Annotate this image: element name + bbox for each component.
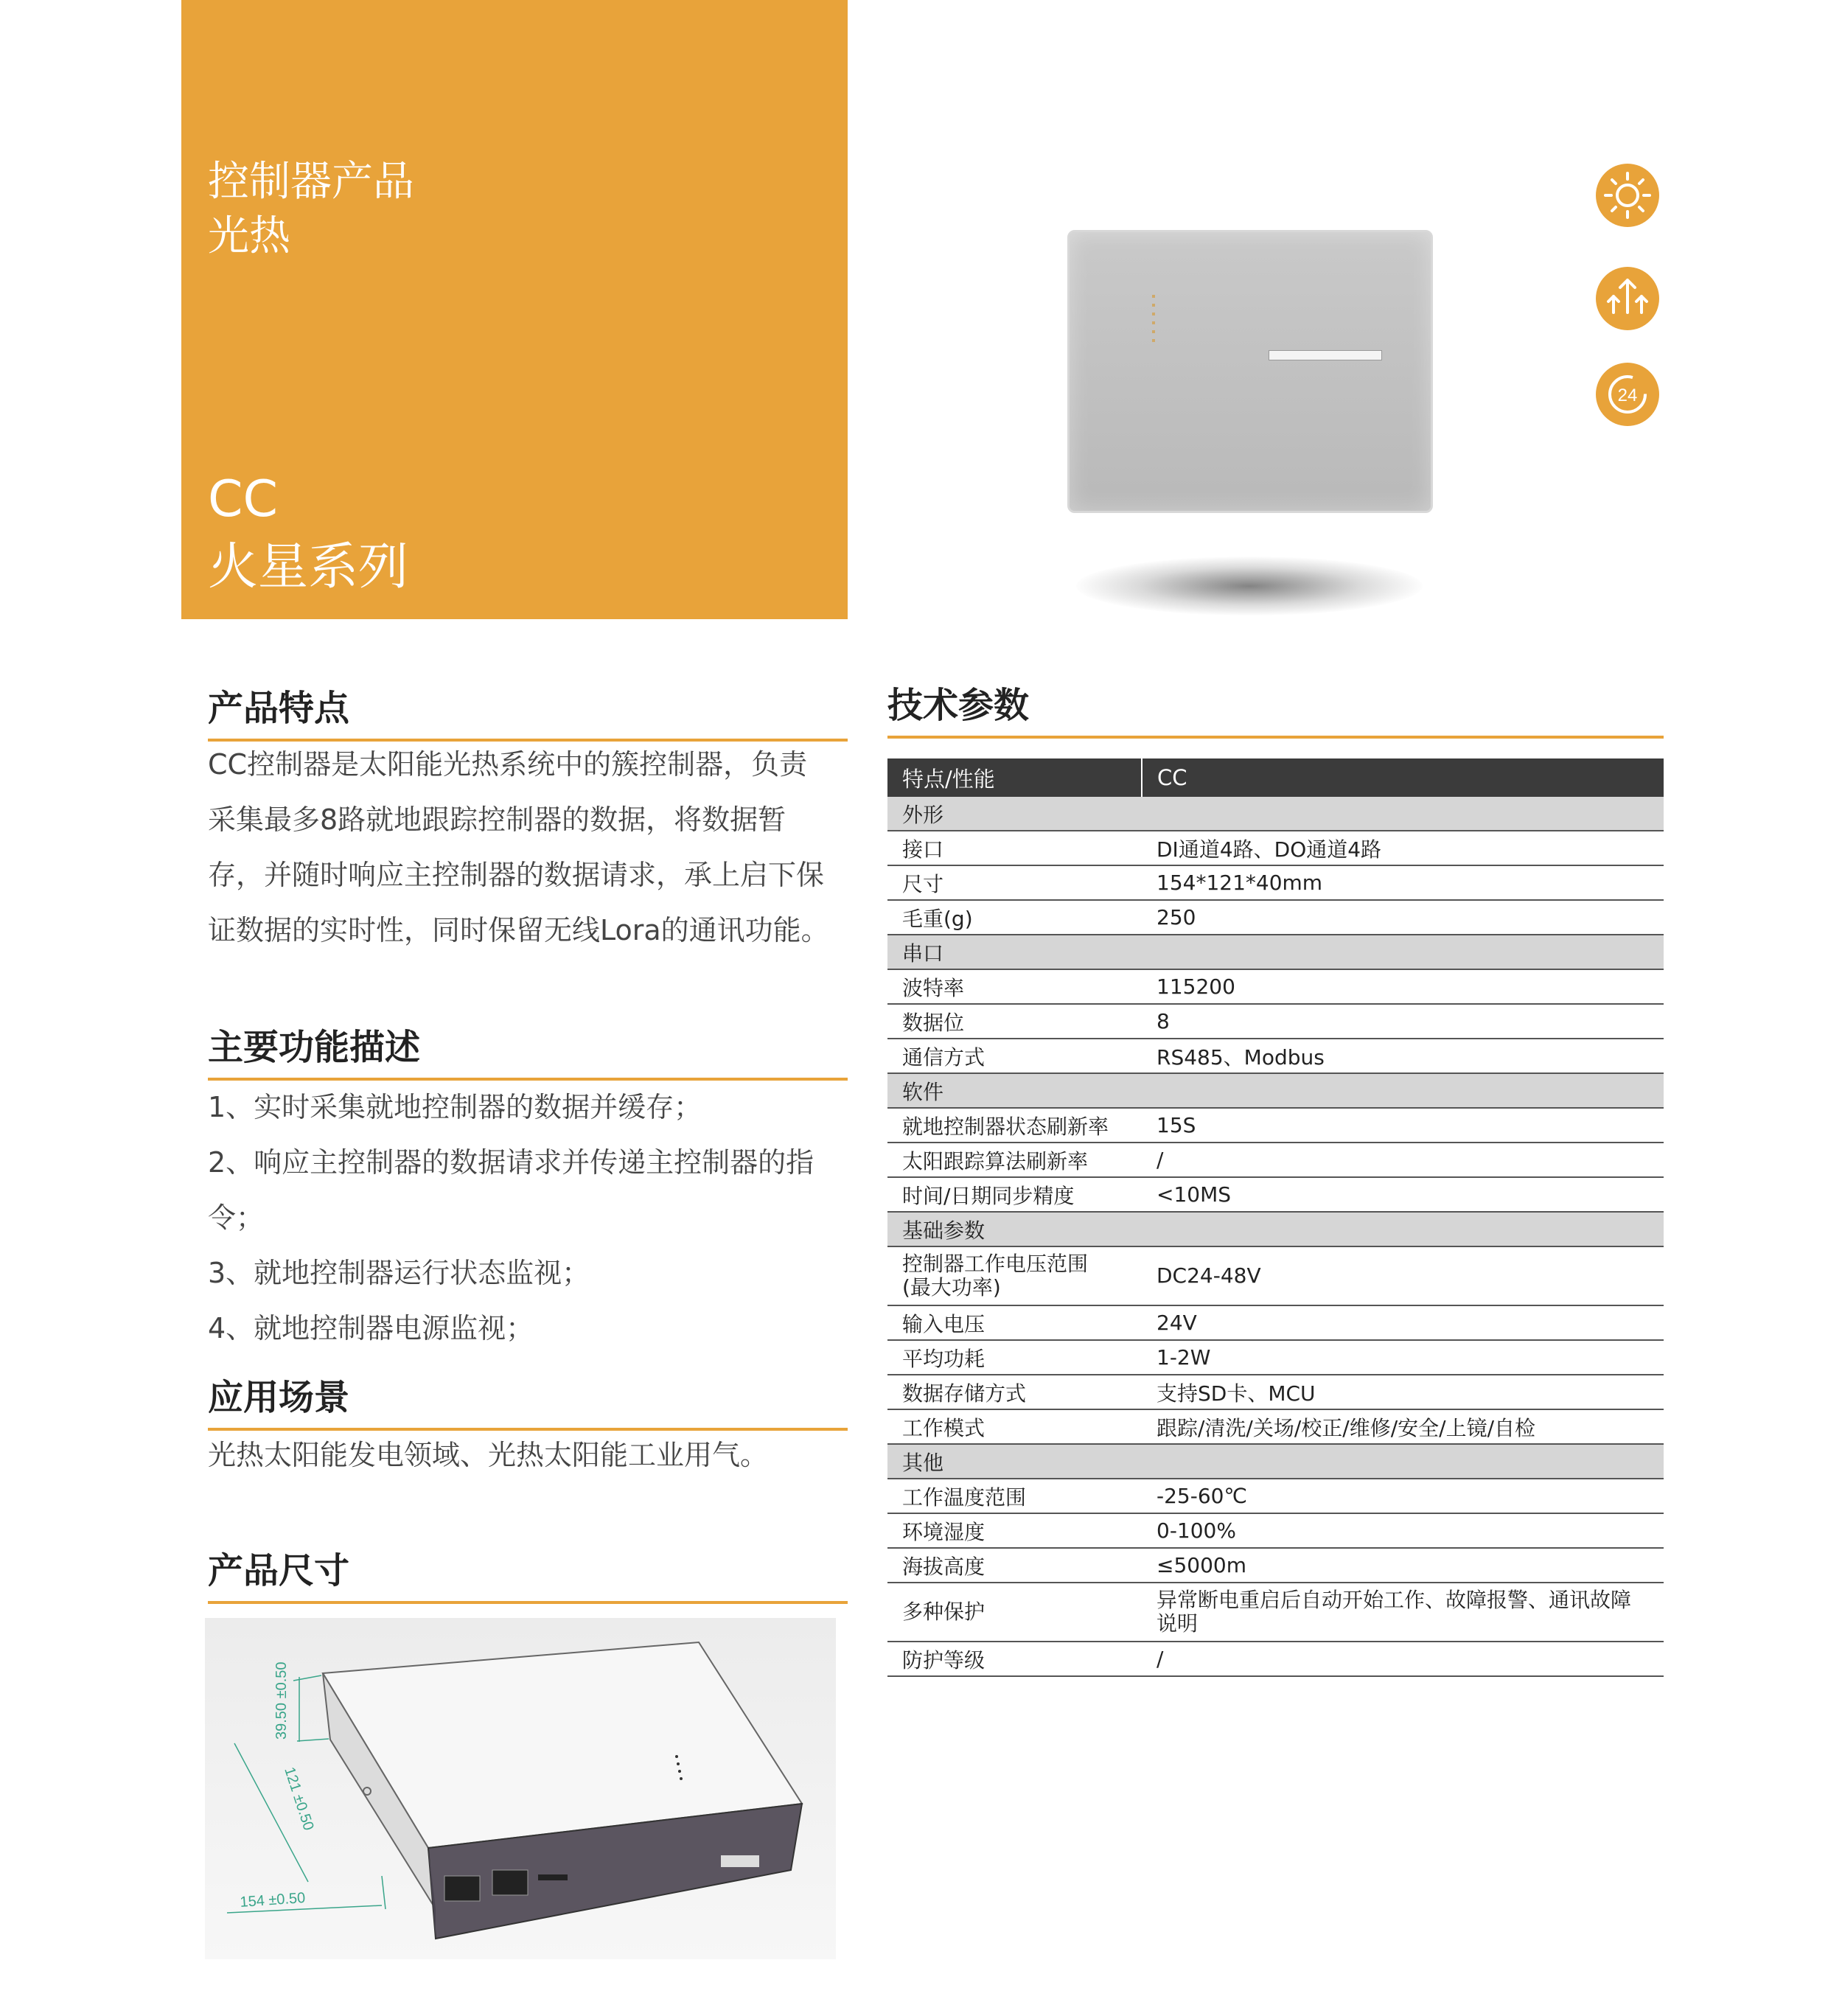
spec-row	[887, 1039, 1664, 1073]
width-dimension-label: 154 ±0.50	[239, 1889, 306, 1911]
spec-label: 环境湿度	[887, 1513, 1142, 1548]
spec-row	[887, 969, 1664, 1004]
spec-row	[887, 1479, 1664, 1513]
spec-row	[887, 1004, 1664, 1039]
spec-value: 跟踪/清洗/关场/校正/维修/安全/上镜/自检	[1142, 1409, 1664, 1444]
spec-label: 就地控制器状态刷新率	[887, 1108, 1142, 1143]
features-line: 采集最多8路就地跟踪控制器的数据，将数据暂	[208, 803, 786, 836]
spec-row	[887, 900, 1664, 935]
spec-value: 异常断电重启后自动开始工作、故障报警、通讯故障 说明	[1142, 1583, 1664, 1642]
spec-row	[887, 1548, 1664, 1583]
device-front-panel	[1067, 230, 1433, 513]
led-indicators	[1152, 295, 1155, 346]
spec-label: 接口	[887, 831, 1142, 865]
spec-row	[887, 1305, 1664, 1340]
spec-row	[887, 1409, 1664, 1444]
features-title: 产品特点	[208, 686, 848, 742]
spec-category-label: 基础参数	[887, 1212, 1664, 1246]
spec-value: 115200	[1142, 969, 1664, 1004]
spec-label: 平均功耗	[887, 1340, 1142, 1375]
header-panel	[181, 0, 848, 619]
spec-value: DI通道4路、DO通道4路	[1142, 831, 1664, 865]
spec-header-model: CC	[1142, 758, 1664, 797]
spec-label: 海拔高度	[887, 1548, 1142, 1583]
spec-body	[887, 797, 1664, 1676]
spec-label: 通信方式	[887, 1039, 1142, 1073]
category-line-2: 光热	[208, 212, 290, 260]
dimension-drawing	[205, 1618, 836, 1959]
spec-category-row	[887, 797, 1664, 831]
functions-list	[208, 1080, 857, 1356]
spec-value: <10MS	[1142, 1177, 1664, 1212]
spec-label: 数据存储方式	[887, 1375, 1142, 1409]
function-item: 3、就地控制器运行状态监视；	[208, 1257, 590, 1289]
spec-value: 154*121*40mm	[1142, 865, 1664, 900]
depth-dimension-label: 121 ±0.50	[281, 1765, 317, 1833]
height-dimension-label: 39.50 ±0.50	[273, 1661, 290, 1740]
spec-label: 时间/日期同步精度	[887, 1177, 1142, 1212]
spec-category-row	[887, 1073, 1664, 1108]
function-item: 1、实时采集就地控制器的数据并缓存；	[208, 1091, 702, 1123]
function-item: 2、响应主控制器的数据请求并传递主控制器的指令；	[208, 1146, 814, 1234]
spec-row	[887, 1375, 1664, 1409]
spec-category-row	[887, 935, 1664, 969]
spec-label: 防护等级	[887, 1642, 1142, 1676]
spec-value: 0-100%	[1142, 1513, 1664, 1548]
features-line: CC控制器是太阳能光热系统中的簇控制器，负责	[208, 748, 808, 781]
product-category	[208, 155, 414, 264]
spec-header-row	[887, 758, 1664, 797]
spec-category-row	[887, 1444, 1664, 1479]
device-label-sticker	[1269, 350, 1382, 360]
spec-value: -25-60℃	[1142, 1479, 1664, 1513]
spec-row	[887, 1583, 1664, 1642]
spec-value: ≤5000m	[1142, 1548, 1664, 1583]
series-line-1: CC	[208, 470, 278, 529]
features-line: 存，并随时响应主控制器的数据请求，承上启下保	[208, 859, 825, 891]
spec-value: 250	[1142, 900, 1664, 935]
spec-label: 多种保护	[887, 1583, 1142, 1642]
spec-label: 太阳跟踪算法刷新率	[887, 1143, 1142, 1177]
spec-row	[887, 865, 1664, 900]
spec-label: 毛重(g)	[887, 900, 1142, 935]
spec-title: 技术参数	[887, 683, 1664, 739]
spec-value: 24V	[1142, 1305, 1664, 1340]
spec-category-label: 外形	[887, 797, 1664, 831]
spec-label: 工作温度范围	[887, 1479, 1142, 1513]
spec-label: 波特率	[887, 969, 1142, 1004]
series-line-2: 火星系列	[208, 538, 409, 596]
spec-category-label: 软件	[887, 1073, 1664, 1108]
sun-icon	[1596, 164, 1659, 227]
spec-header-feature: 特点/性能	[887, 758, 1142, 797]
spec-label: 数据位	[887, 1004, 1142, 1039]
spec-category-label: 串口	[887, 935, 1664, 969]
24-hours-icon	[1596, 363, 1659, 426]
spec-label: 工作模式	[887, 1409, 1142, 1444]
spec-category-label: 其他	[887, 1444, 1664, 1479]
device-shadow	[1076, 557, 1423, 615]
24-hours-text: 24	[1617, 386, 1638, 405]
spec-table	[887, 758, 1664, 1677]
dimensions-title: 产品尺寸	[208, 1548, 848, 1604]
spec-row	[887, 1340, 1664, 1375]
spec-value: /	[1142, 1642, 1664, 1676]
scenarios-title: 应用场景	[208, 1375, 848, 1431]
functions-title: 主要功能描述	[208, 1025, 848, 1081]
product-series	[208, 466, 408, 601]
function-item: 4、就地控制器电源监视；	[208, 1312, 534, 1344]
spec-label: 控制器工作电压范围 (最大功率)	[887, 1246, 1142, 1305]
spec-row	[887, 1513, 1664, 1548]
spec-value: 15S	[1142, 1108, 1664, 1143]
spec-label: 输入电压	[887, 1305, 1142, 1340]
spec-row	[887, 1642, 1664, 1676]
spec-row	[887, 1177, 1664, 1212]
spec-value: 1-2W	[1142, 1340, 1664, 1375]
spec-value: DC24-48V	[1142, 1246, 1664, 1305]
features-line: 证数据的实时性，同时保留无线Lora的通讯功能。	[208, 914, 829, 946]
scenarios-text: 光热太阳能发电领域、光热太阳能工业用气。	[208, 1439, 769, 1471]
spec-value: 支持SD卡、MCU	[1142, 1375, 1664, 1409]
upward-arrows-icon	[1596, 267, 1659, 330]
features-text	[208, 737, 857, 958]
spec-value: RS485、Modbus	[1142, 1039, 1664, 1073]
product-photo	[1047, 221, 1445, 634]
spec-row	[887, 1246, 1664, 1305]
spec-row	[887, 1108, 1664, 1143]
spec-row	[887, 831, 1664, 865]
category-line-1: 控制器产品	[208, 158, 414, 206]
spec-value: /	[1142, 1143, 1664, 1177]
spec-category-row	[887, 1212, 1664, 1246]
spec-label: 尺寸	[887, 865, 1142, 900]
spec-value: 8	[1142, 1004, 1664, 1039]
spec-row	[887, 1143, 1664, 1177]
